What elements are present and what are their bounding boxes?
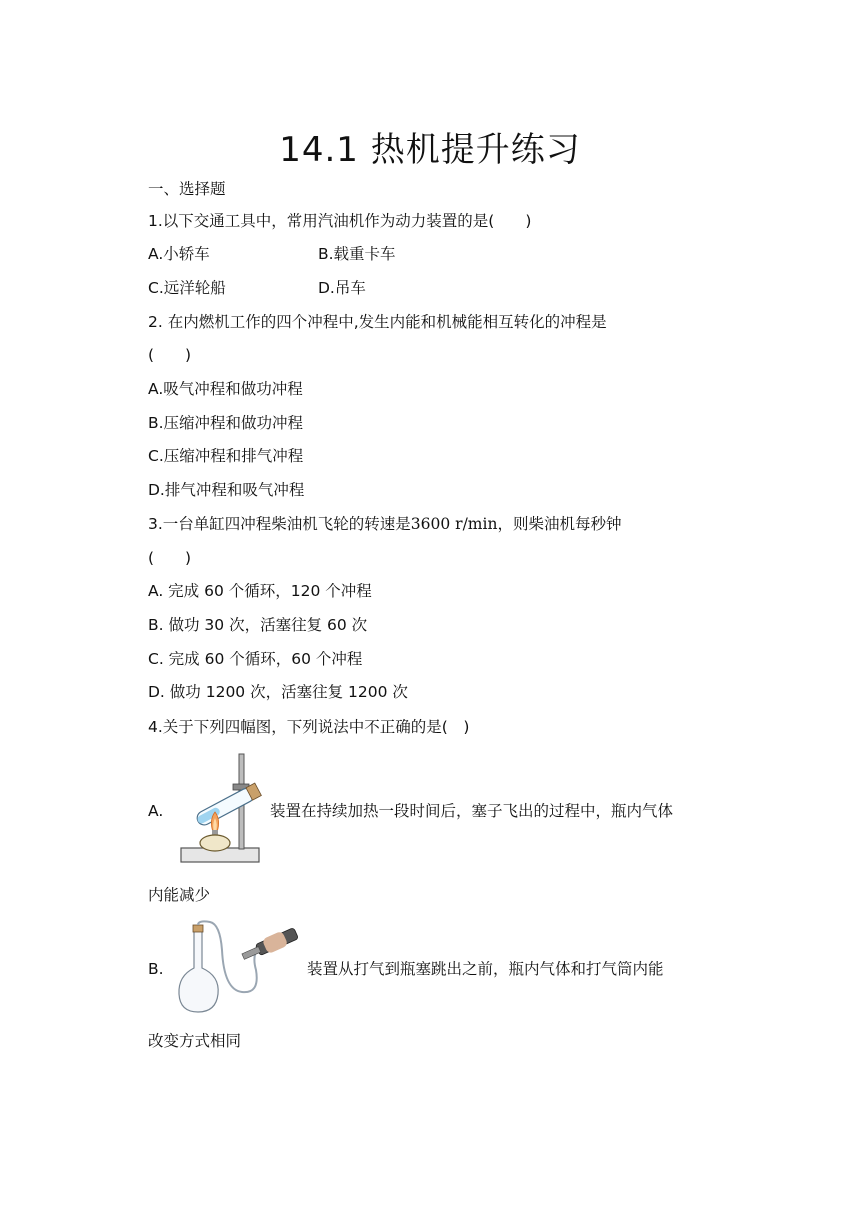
- question-4-option-a-cont: 内能减少: [148, 886, 211, 904]
- question-2-stem-cont: ( ): [148, 346, 192, 364]
- question-3-stem-pre: 3.一台单缸四冲程柴油机飞轮的转速是: [148, 515, 411, 533]
- question-1-stem: 1.以下交通工具中，常用汽油机作为动力装置的是( ): [148, 212, 532, 230]
- question-4-stem: 4.关于下列四幅图，下列说法中不正确的是( ): [148, 718, 470, 736]
- air-pump-flask-figure: [176, 920, 304, 1016]
- question-3-option-a: A. 完成 60 个循环，120 个冲程: [148, 582, 372, 600]
- question-4-option-a-text: 装置在持续加热一段时间后，塞子飞出的过程中，瓶内气体: [270, 802, 674, 820]
- question-1-option-c: C.远洋轮船: [148, 279, 226, 297]
- question-4-option-b-text: 装置从打气到瓶塞跳出之前，瓶内气体和打气筒内能: [307, 960, 664, 978]
- question-2-option-d: D.排气冲程和吸气冲程: [148, 481, 305, 499]
- question-3-stem: [148, 513, 621, 535]
- question-3-speed: 3600 r/min: [410, 515, 498, 533]
- question-2-option-c: C.压缩冲程和排气冲程: [148, 447, 304, 465]
- section-heading: 一、选择题: [148, 180, 226, 198]
- question-3-option-c: C. 完成 60 个循环，60 个冲程: [148, 650, 363, 668]
- question-1-option-d: D.吊车: [318, 279, 366, 297]
- question-3-stem-cont: ( ): [148, 549, 192, 567]
- question-4-option-a-label: A.: [148, 802, 164, 820]
- question-2-option-b: B.压缩冲程和做功冲程: [148, 414, 304, 432]
- question-1-option-b: B.载重卡车: [318, 245, 396, 263]
- question-4-option-b-label: B.: [148, 960, 164, 978]
- question-3-stem-post: ，则柴油机每秒钟: [497, 515, 622, 533]
- heating-apparatus-figure: [175, 750, 267, 868]
- question-3-option-b: B. 做功 30 次，活塞往复 60 次: [148, 616, 368, 634]
- question-2-option-a: A.吸气冲程和做功冲程: [148, 380, 303, 398]
- question-2-stem: 2. 在内燃机工作的四个冲程中,发生内能和机械能相互转化的冲程是: [148, 313, 607, 331]
- question-4-option-b-cont: 改变方式相同: [148, 1032, 242, 1050]
- page-title: 14.1 热机提升练习: [279, 130, 581, 170]
- question-1-option-a: A.小轿车: [148, 245, 210, 263]
- question-3-option-d: D. 做功 1200 次，活塞往复 1200 次: [148, 683, 408, 701]
